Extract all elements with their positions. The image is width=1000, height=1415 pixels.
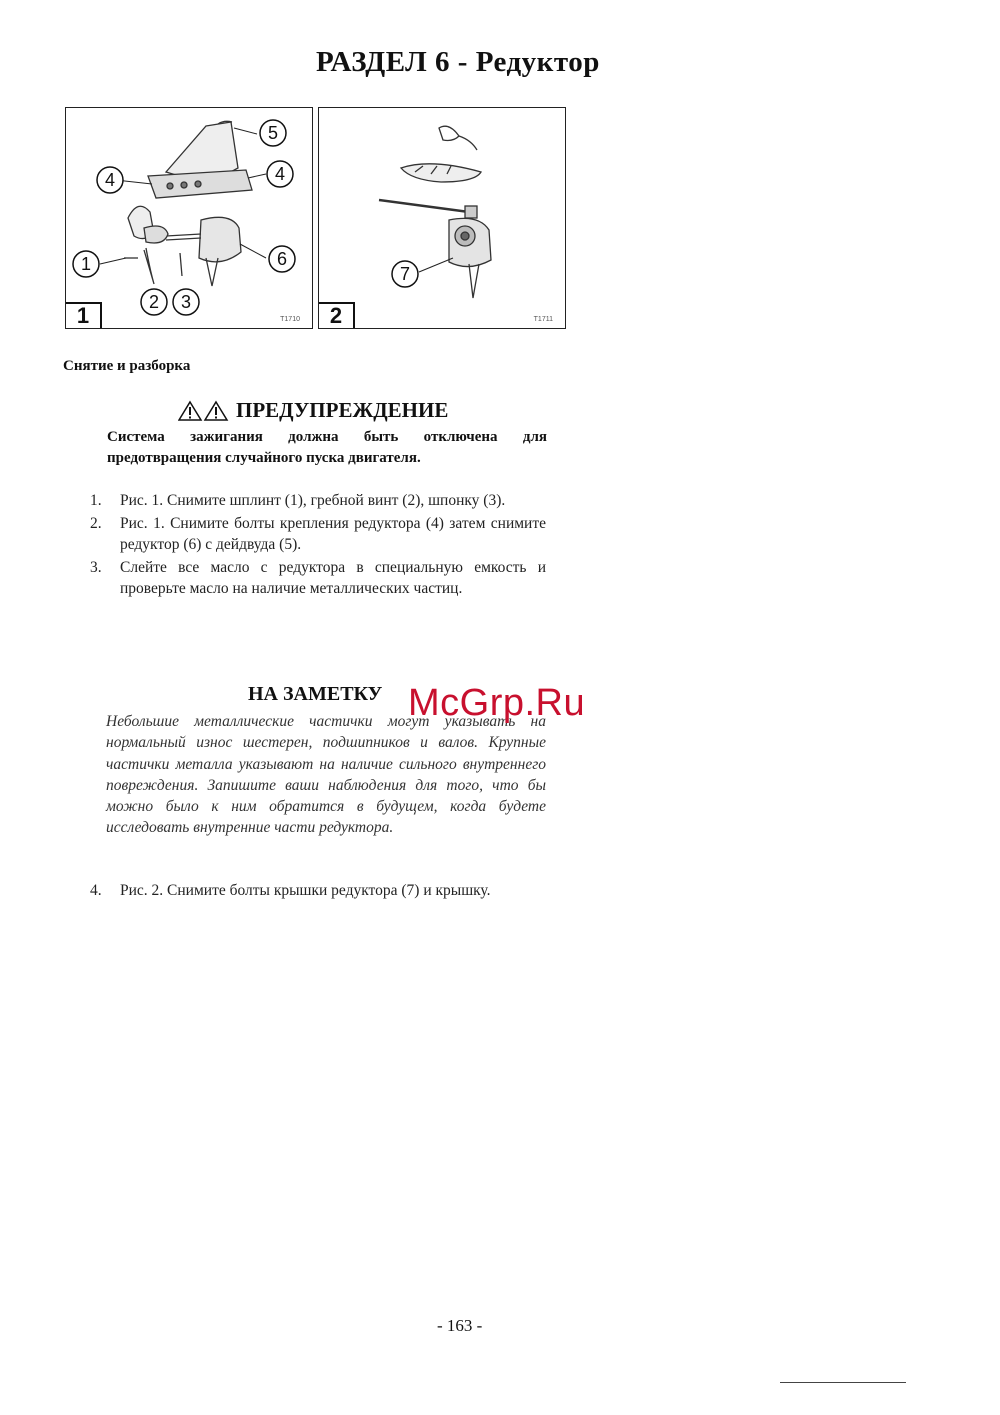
svg-text:3: 3 [180, 292, 192, 312]
callout-3 [173, 289, 199, 315]
callout-7 [392, 261, 418, 287]
svg-text:7: 7 [399, 264, 411, 284]
list-item: 4. Рис. 2. Снимите болты крышки редуктора (7) и крышку. [90, 882, 491, 899]
steps-list [90, 490, 546, 601]
list-item: 2. Рис. 1. Снимите болты крепления редуктора (4) затем снимите редуктор (6) с дейдвуда (5). [90, 514, 546, 553]
callout-1 [73, 251, 99, 277]
figure-code: T1710 [280, 316, 300, 323]
warning-heading [178, 398, 448, 423]
warning-triangle-icon [178, 400, 230, 422]
note-text: Небольшие металлические частички могут указывать на нормальный износ шестерен, подшипников и валов. Крупные частички металла указывают на наличие сильного внутреннего повреждения. Запишите ваши наблюдения для того, что бы можно было к ним обратится в будущем, когда будете исследовать внутренние части редуктора. [106, 713, 546, 837]
svg-text:5: 5 [267, 123, 279, 143]
callout-6 [269, 246, 295, 272]
callout-4-right [267, 161, 293, 187]
list-item: 3. Слейте все масло с редуктора в специальную емкость и проверьте масло на наличие металлических частиц. [90, 558, 546, 597]
note-heading: НА ЗАМЕТКУ [248, 683, 383, 705]
figure-number: 1 [66, 302, 102, 328]
gearbox-cover-illustration [319, 108, 567, 330]
warning-text: Система зажигания должна быть отключена для предотвращения случайного пуска двигателя. [107, 429, 547, 466]
footer-rule [780, 1382, 906, 1383]
steps-list-continued [90, 880, 546, 903]
svg-text:1: 1 [80, 254, 92, 274]
callout-4-left [97, 167, 123, 193]
svg-text:4: 4 [274, 164, 286, 184]
svg-text:6: 6 [276, 249, 288, 269]
page-title: РАЗДЕЛ 6 - Редуктор [316, 46, 600, 78]
figure-1 [65, 107, 313, 329]
watermark-logo[interactable]: McGrp.Ru [408, 682, 586, 724]
page-number: - 163 - [437, 1316, 483, 1335]
list-item: 1. Рис. 1. Снимите шплинт (1), гребной винт (2), шпонку (3). [90, 492, 506, 509]
figure-number: 2 [319, 302, 355, 328]
callout-2 [141, 289, 167, 315]
callout-5 [260, 120, 286, 146]
figure-2 [318, 107, 566, 329]
svg-text:2: 2 [148, 292, 160, 312]
warning-title: ПРЕДУПРЕЖДЕНИЕ [236, 398, 449, 422]
svg-text:4: 4 [104, 170, 116, 190]
figure-code: T1711 [533, 316, 553, 323]
gearbox-exploded-illustration [66, 108, 314, 330]
section-subheading: Снятие и разборка [63, 358, 191, 374]
